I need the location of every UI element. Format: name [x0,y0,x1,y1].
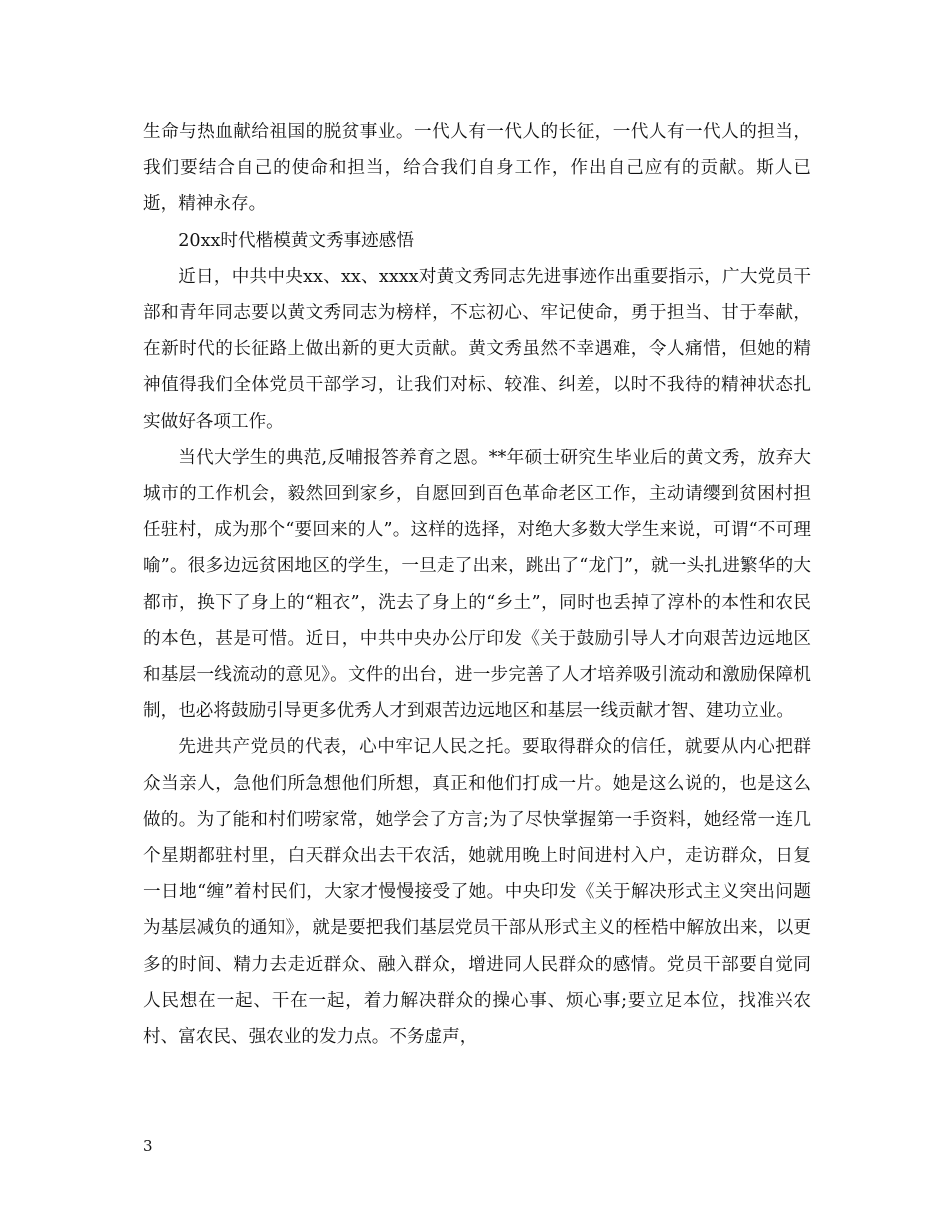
section-heading: 20xx时代楷模黄文秀事迹感悟 [178,230,414,251]
paragraph-student-model: 当代大学生的典范,反哺报答养育之恩。**年硕士研究生毕业后的黄文秀，放弃大城市的工作机会，毅然回到家乡，自愿回到百色革命老区工作，主动请缨到贫困村担任驻村，成为那个“要回来的人”。这样的选择，对绝大多数大学生来说，可谓“不可理喻”。很多边远贫困地区的学生，一旦走了出来，跳出了“龙门”，就一头扎进繁华的大都市，换下了身上的“粗衣”，洗去了身上的“乡土”，同时也丢掉了淳朴的本性和农民的本色，甚是可惜。近日，中共中央办公厅印发《关于鼓励引导人才向艰苦边远地区和基层一线流动的意见》。文件的出台，进一步完善了人才培养吸引流动和激励保障机制，也必将鼓励引导更多优秀人才到艰苦边远地区和基层一线贡献才智、建功立业。 [143,447,811,722]
page-number: 3 [143,1137,153,1155]
paragraph-continuation: 生命与热血献给祖国的脱贫事业。一代人有一代人的长征，一代人有一代人的担当，我们要结合自己的使命和担当，给合我们自身工作，作出自己应有的贡献。斯人已逝，精神永存。 [143,122,811,215]
document-body [143,114,811,1055]
paragraph-introduction: 近日，中共中央xx、xx、xxxx对黄文秀同志先进事迹作出重要指示，广大党员干部和青年同志要以黄文秀同志为榜样，不忘初心、牢记使命，勇于担当、甘于奉献，在新时代的长征路上做出新的更大贡献。黄文秀虽然不幸遇难，令人痛惜，但她的精神值得我们全体党员干部学习，让我们对标、较准、纠差，以时不我待的精神状态扎实做好各项工作。 [143,266,811,432]
paragraph-party-member: 先进共产党员的代表，心中牢记人民之托。要取得群众的信任，就要从内心把群众当亲人，急他们所急想他们所想，真正和他们打成一片。她是这么说的，也是这么做的。为了能和村们唠家常，她学会了方言;为了尽快掌握第一手资料，她经常一连几个星期都驻村里，白天群众出去干农活，她就用晚上时间进村入户，走访群众，日复一日地“缠”着村民们，大家才慢慢接受了她。中央印发《关于解决形式主义突出问题为基层减负的通知》，就是要把我们基层党员干部从形式主义的桎梏中解放出来，以更多的时间、精力去走近群众、融入群众，增进同人民群众的感情。党员干部要自觉同人民想在一起、干在一起，着力解决群众的操心事、烦心事;要立足本位，找准兴农村、富农民、强农业的发力点。不务虚声， [143,737,811,1048]
